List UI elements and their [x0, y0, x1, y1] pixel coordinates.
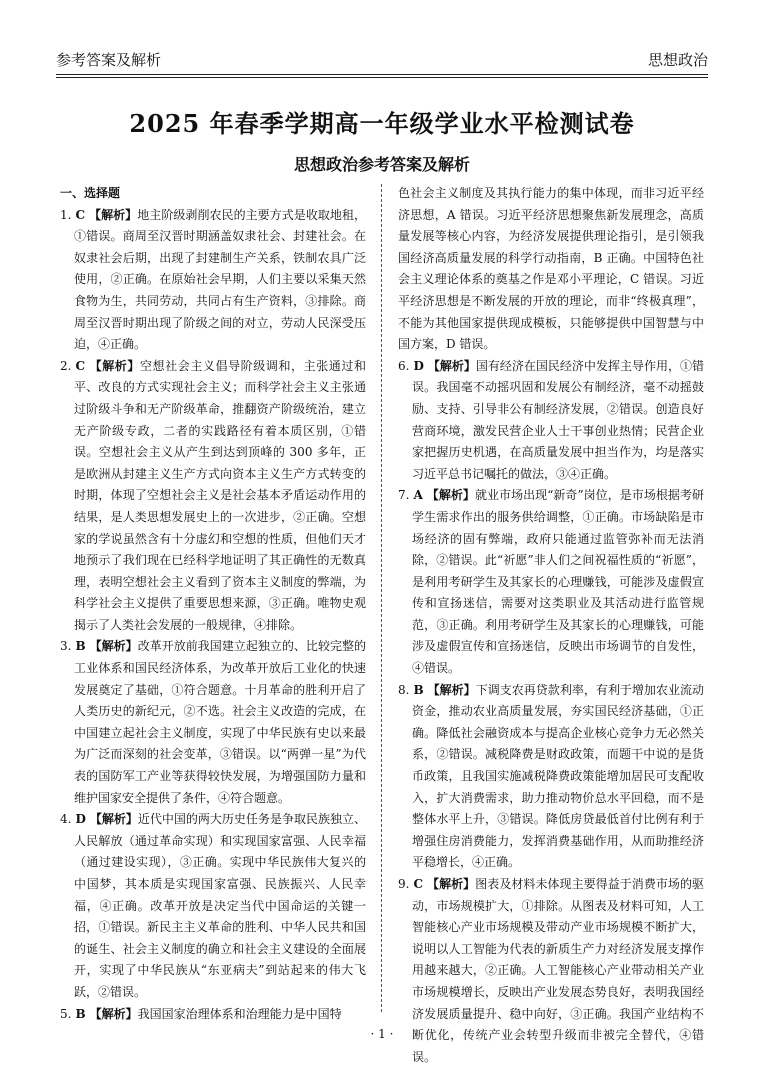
question-number: 5. — [60, 1006, 72, 1021]
analysis-tag: 【解析】 — [89, 358, 140, 373]
question-number: 9. — [398, 877, 410, 891]
analysis-text: 色社会主义制度及其执行能力的集中体现，而非习近平经济思想，A 错误。习近平经济思想聚焦新发展理念，高质量发展等核心内容，为经济发展提供理论指引，是引领我国经济高质量发展的科学行动指南，B 正确。中国特色社会主义理论体系的奠基之作是邓小平理论，C 错误。习近平经济思想是不断发展的开放的理论，而非“终极真理”，不能为其他国家提供现成模板，只能够提供中国智慧与中国方案，D 错误。 — [398, 186, 704, 352]
answer-letter: A — [413, 488, 423, 503]
answer-letter: D — [413, 358, 424, 373]
analysis-text: 下调支农再贷款利率，有利于增加农业流动资金，推动农业高质量发展，夯实国民经济基础，①正确。降低社会融资成本与提高企业核心竞争力无必然关系，②错误。减税降费是财政政策，而题干中说的是货币政策，且我国实施减税降费政策能增加居民可支配收入，扩大消费需求，助力推动物价总水平回稳，而不是整体水平上升，③错误。降低房贷最低首付比例有利于增强住房消费能力，发挥消费基础作用，从而助推经济平稳增长，④正确。 — [412, 682, 704, 870]
analysis-text: 就业市场出现“新奇”岗位，是市场根据考研学生需求作出的服务供给调整，①正确。市场缺陷是市场经济的固有弊端，政府只能通过监管弥补而无法消除，②错误。此“祈愿”非人们之间祝福性质的“祈愿”，是利用考研学生及其家长的心理赚钱，可能涉及虚假宣传和宣扬迷信，需要对这类职业及其活动进行监管规范，③正确。利用考研学生及其家长的心理赚钱，可能涉及虚假宣传和宣扬迷信，反映出市场调节的自发性，④错误。 — [412, 488, 704, 676]
analysis-text: 图表及材料未体现主要得益于消费市场的驱动，市场规模扩大，①排除。从图表及材料可知，人工智能核心产业市场规模及带动产业市场规模不断扩大，说明以人工智能为代表的新质生产力对经济发展支撑作用越来越大，②正确。人工智能核心产业带动相关产业市场规模增长，反映出产业发展态势良好，表明我国经济发展质量提升、稳中向好，③正确。我国产业结构不断优化，传统产业会转型升级而非被完全替代，④错误。 — [412, 877, 704, 1064]
answer-letter: C — [75, 358, 86, 373]
page-header — [56, 42, 708, 75]
analysis-tag: 【解析】 — [427, 877, 476, 891]
analysis-text: 空想社会主义倡导阶级调和，主张通过和平、改良的方式实现社会主义；而科学社会主义主张通过阶级斗争和无产阶级革命，推翻资产阶级统治，建立无产阶级专政，二者的实践路径有着本质区别，①错误。空想社会主义从产生到达到顶峰的 300 多年，正是欧洲从封建主义生产方式向资本主义生产方式转变的时期，体现了空想社会主义是社会基本矛盾运动作用的结果，是人类思想发展史上的一次进步，②正确。空想家的学说虽然含有十分虚幻和空想的性质，但他们天才地预示了我们现在已经科学地证明了其正确性的无数真理，表明空想社会主义看到了资本主义制度的弊端，为科学社会主义提供了重要思想来源，③正确。唯物史观揭示了人类社会发展的一般规律，④排除。 — [74, 358, 366, 632]
analysis-tag: 【解析】 — [427, 358, 476, 373]
right-column — [398, 183, 704, 1064]
answer-letter: D — [75, 812, 86, 827]
answer-letter: B — [75, 639, 86, 654]
answer-letter: C — [75, 207, 86, 222]
answer-item — [60, 1004, 366, 1026]
answer-letter: B — [75, 1006, 86, 1021]
content-columns — [60, 183, 704, 1064]
answer-item — [60, 205, 366, 356]
page-number: · 1 · — [370, 1027, 394, 1041]
analysis-tag: 【解析】 — [427, 682, 476, 697]
question-number: 6. — [398, 358, 410, 373]
analysis-tag: 【解析】 — [426, 488, 475, 503]
analysis-text: 国有经济在国民经济中发挥主导作用，①错误。我国毫不动摇巩固和发展公有制经济，毫不动摇鼓励、支持、引导非公有制经济发展，②错误。创造良好营商环境，激发民营企业人士干事创业热情；民营企业家把握历史机遇，在高质量发展中担当作为，均是落实习近平总书记嘱托的做法，③④正确。 — [412, 358, 704, 481]
analysis-text: 我国国家治理体系和治理能力是中国特 — [137, 1006, 342, 1021]
question-number: 7. — [398, 488, 410, 503]
answer-item — [60, 809, 366, 1003]
header-right-label: 思想政治 — [647, 51, 708, 69]
answer-item — [398, 356, 704, 486]
analysis-tag: 【解析】 — [89, 207, 138, 222]
question-number: 8. — [398, 682, 410, 697]
question-number: 3. — [60, 639, 72, 654]
answer-letter: B — [413, 682, 424, 697]
page-subtitle: 思想政治参考答案及解析 — [293, 155, 470, 174]
question-number: 4. — [60, 812, 72, 827]
analysis-text: 改革开放前我国建立起独立的、比较完整的工业体系和国民经济体系，为改革开放后工业化的快速发展奠定了基础，①符合题意。十月革命的胜利开启了人类历史的新纪元，②不选。社会主义改造的完成，在中国建立起社会主义制度，实现了中华民族有史以来最为广泛而深刻的社会变革，③错误。以“两弹一星”为代表的国防军工产业等获得较快发展，为增强国防力量和维护国家安全提供了条件，④符合题意。 — [74, 639, 366, 805]
analysis-tag: 【解析】 — [89, 812, 138, 827]
answer-item — [398, 485, 704, 679]
answer-item — [60, 356, 366, 637]
answer-letter: C — [413, 877, 424, 891]
header-left-label: 参考答案及解析 — [56, 51, 162, 69]
answer-item — [398, 680, 704, 874]
analysis-text: 地主阶级剥削农民的主要方式是收取地租，①错误。商周至汉晋时期涵盖奴隶社会、封建社会。在奴隶社会后期，出现了封建制生产关系，铁制农具广泛使用，②正确。在原始社会早期，人们主要以采集天然食物为生，共同劳动，共同占有生产资料，③排除。商周至汉晋时期出现了阶级之间的对立，劳动人民深受压迫，④正确。 — [74, 207, 366, 352]
header-rule — [56, 77, 708, 78]
analysis-text: 近代中国的两大历史任务是争取民族独立、人民解放（通过革命实现）和实现国家富强、人民幸福（通过建设实现），③正确。实现中华民族伟大复兴的中国梦，其本质是实现国家富强、民族振兴、人民幸福，④正确。改革开放是决定当代中国命运的关键一招，①错误。新民主主义革命的胜利、中华人民共和国的诞生、社会主义制度的确立和社会主义建设的全面展开，实现了中华民族从“东亚病夫”到站起来的伟大飞跃，②错误。 — [74, 812, 366, 999]
section-heading: 一、选择题 — [60, 186, 121, 200]
question-number: 2. — [60, 358, 72, 373]
page-title: 2025 年春季学期高一年级学业水平检测试卷 — [129, 109, 635, 138]
left-column — [60, 183, 366, 1023]
answer-item — [60, 636, 366, 809]
analysis-tag: 【解析】 — [89, 1006, 138, 1021]
answer-item — [398, 183, 704, 356]
question-number: 1. — [60, 207, 72, 222]
analysis-tag: 【解析】 — [89, 639, 138, 654]
